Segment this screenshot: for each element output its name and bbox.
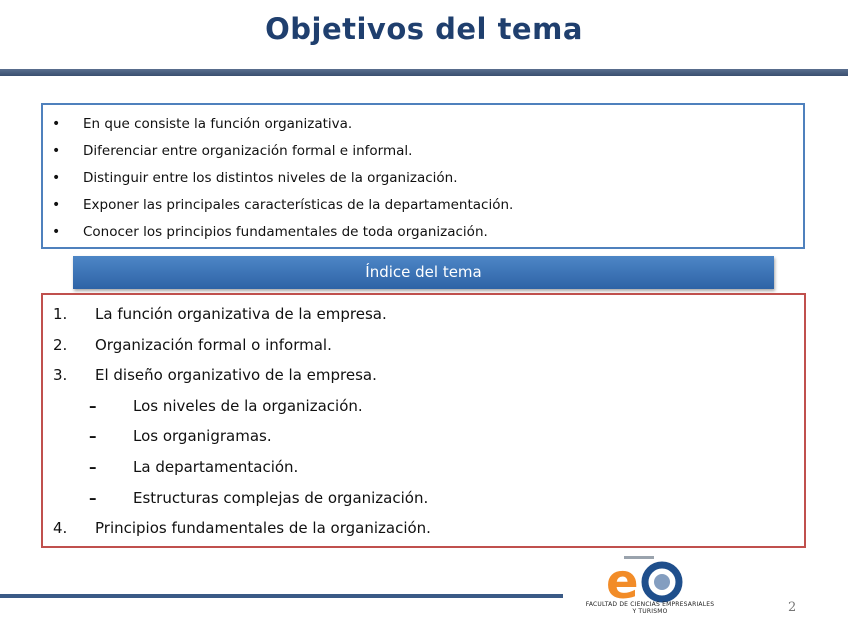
- objectives-box: [41, 103, 805, 249]
- bullet-icon: •: [52, 116, 61, 132]
- item-number: 1.: [53, 305, 68, 323]
- contents-item: [43, 299, 804, 330]
- bottom-divider: [0, 594, 563, 598]
- contents-item: [43, 513, 804, 544]
- subitem-text: Los organigramas.: [133, 427, 272, 446]
- bullet-icon: •: [52, 170, 61, 186]
- item-text: La función organizativa de la empresa.: [95, 305, 387, 323]
- logo-emblem: [654, 574, 670, 590]
- item-text: Organización formal o informal.: [95, 335, 332, 354]
- item-number: 3.: [53, 366, 68, 385]
- objective-item: • Distinguir entre los distintos niveles de la organización.: [43, 165, 803, 192]
- contents-box: [41, 293, 806, 548]
- objective-item: • Conocer los principios fundamentales de toda organización.: [43, 219, 803, 246]
- contents-item: [43, 360, 804, 391]
- index-heading-bar: Índice del tema: [73, 256, 774, 289]
- item-text: El diseño organizativo de la empresa.: [95, 366, 377, 385]
- subitem-text: La departamentación.: [133, 457, 299, 476]
- item-text: Principios fundamentales de la organización.: [95, 519, 431, 538]
- item-number: 4.: [53, 519, 68, 538]
- dash-marker: –: [89, 488, 97, 507]
- contents-subitem: [43, 391, 804, 422]
- objectives-list: [43, 105, 803, 246]
- faculty-logo: [572, 552, 722, 632]
- bullet-icon: •: [52, 143, 61, 159]
- objective-item: • En que consiste la función organizativa.: [43, 111, 803, 138]
- dash-marker: –: [89, 427, 97, 446]
- dash-marker: –: [89, 457, 97, 476]
- slide-title: Objetivos del tema: [265, 12, 583, 46]
- logo-e: e: [606, 554, 639, 610]
- contents-subitem: [43, 483, 804, 514]
- top-divider: [0, 69, 848, 76]
- subitem-text: Los niveles de la organización.: [133, 396, 363, 415]
- objective-item: • Diferenciar entre organización formal e informal.: [43, 138, 803, 165]
- bullet-icon: •: [52, 197, 61, 213]
- contents-subitem: [43, 452, 804, 483]
- logo-caption: FACULTAD DE CIENCIAS EMPRESARIALES Y TURISMO: [585, 601, 715, 615]
- contents-list: [43, 295, 804, 544]
- page-number: 2: [788, 600, 797, 615]
- dash-marker: –: [89, 396, 97, 415]
- objective-item: • Exponer las principales características de la departamentación.: [43, 192, 803, 219]
- item-number: 2.: [53, 335, 68, 354]
- bullet-icon: •: [52, 224, 61, 240]
- subitem-text: Estructuras complejas de organización.: [133, 488, 429, 507]
- contents-item: [43, 330, 804, 361]
- contents-subitem: [43, 421, 804, 452]
